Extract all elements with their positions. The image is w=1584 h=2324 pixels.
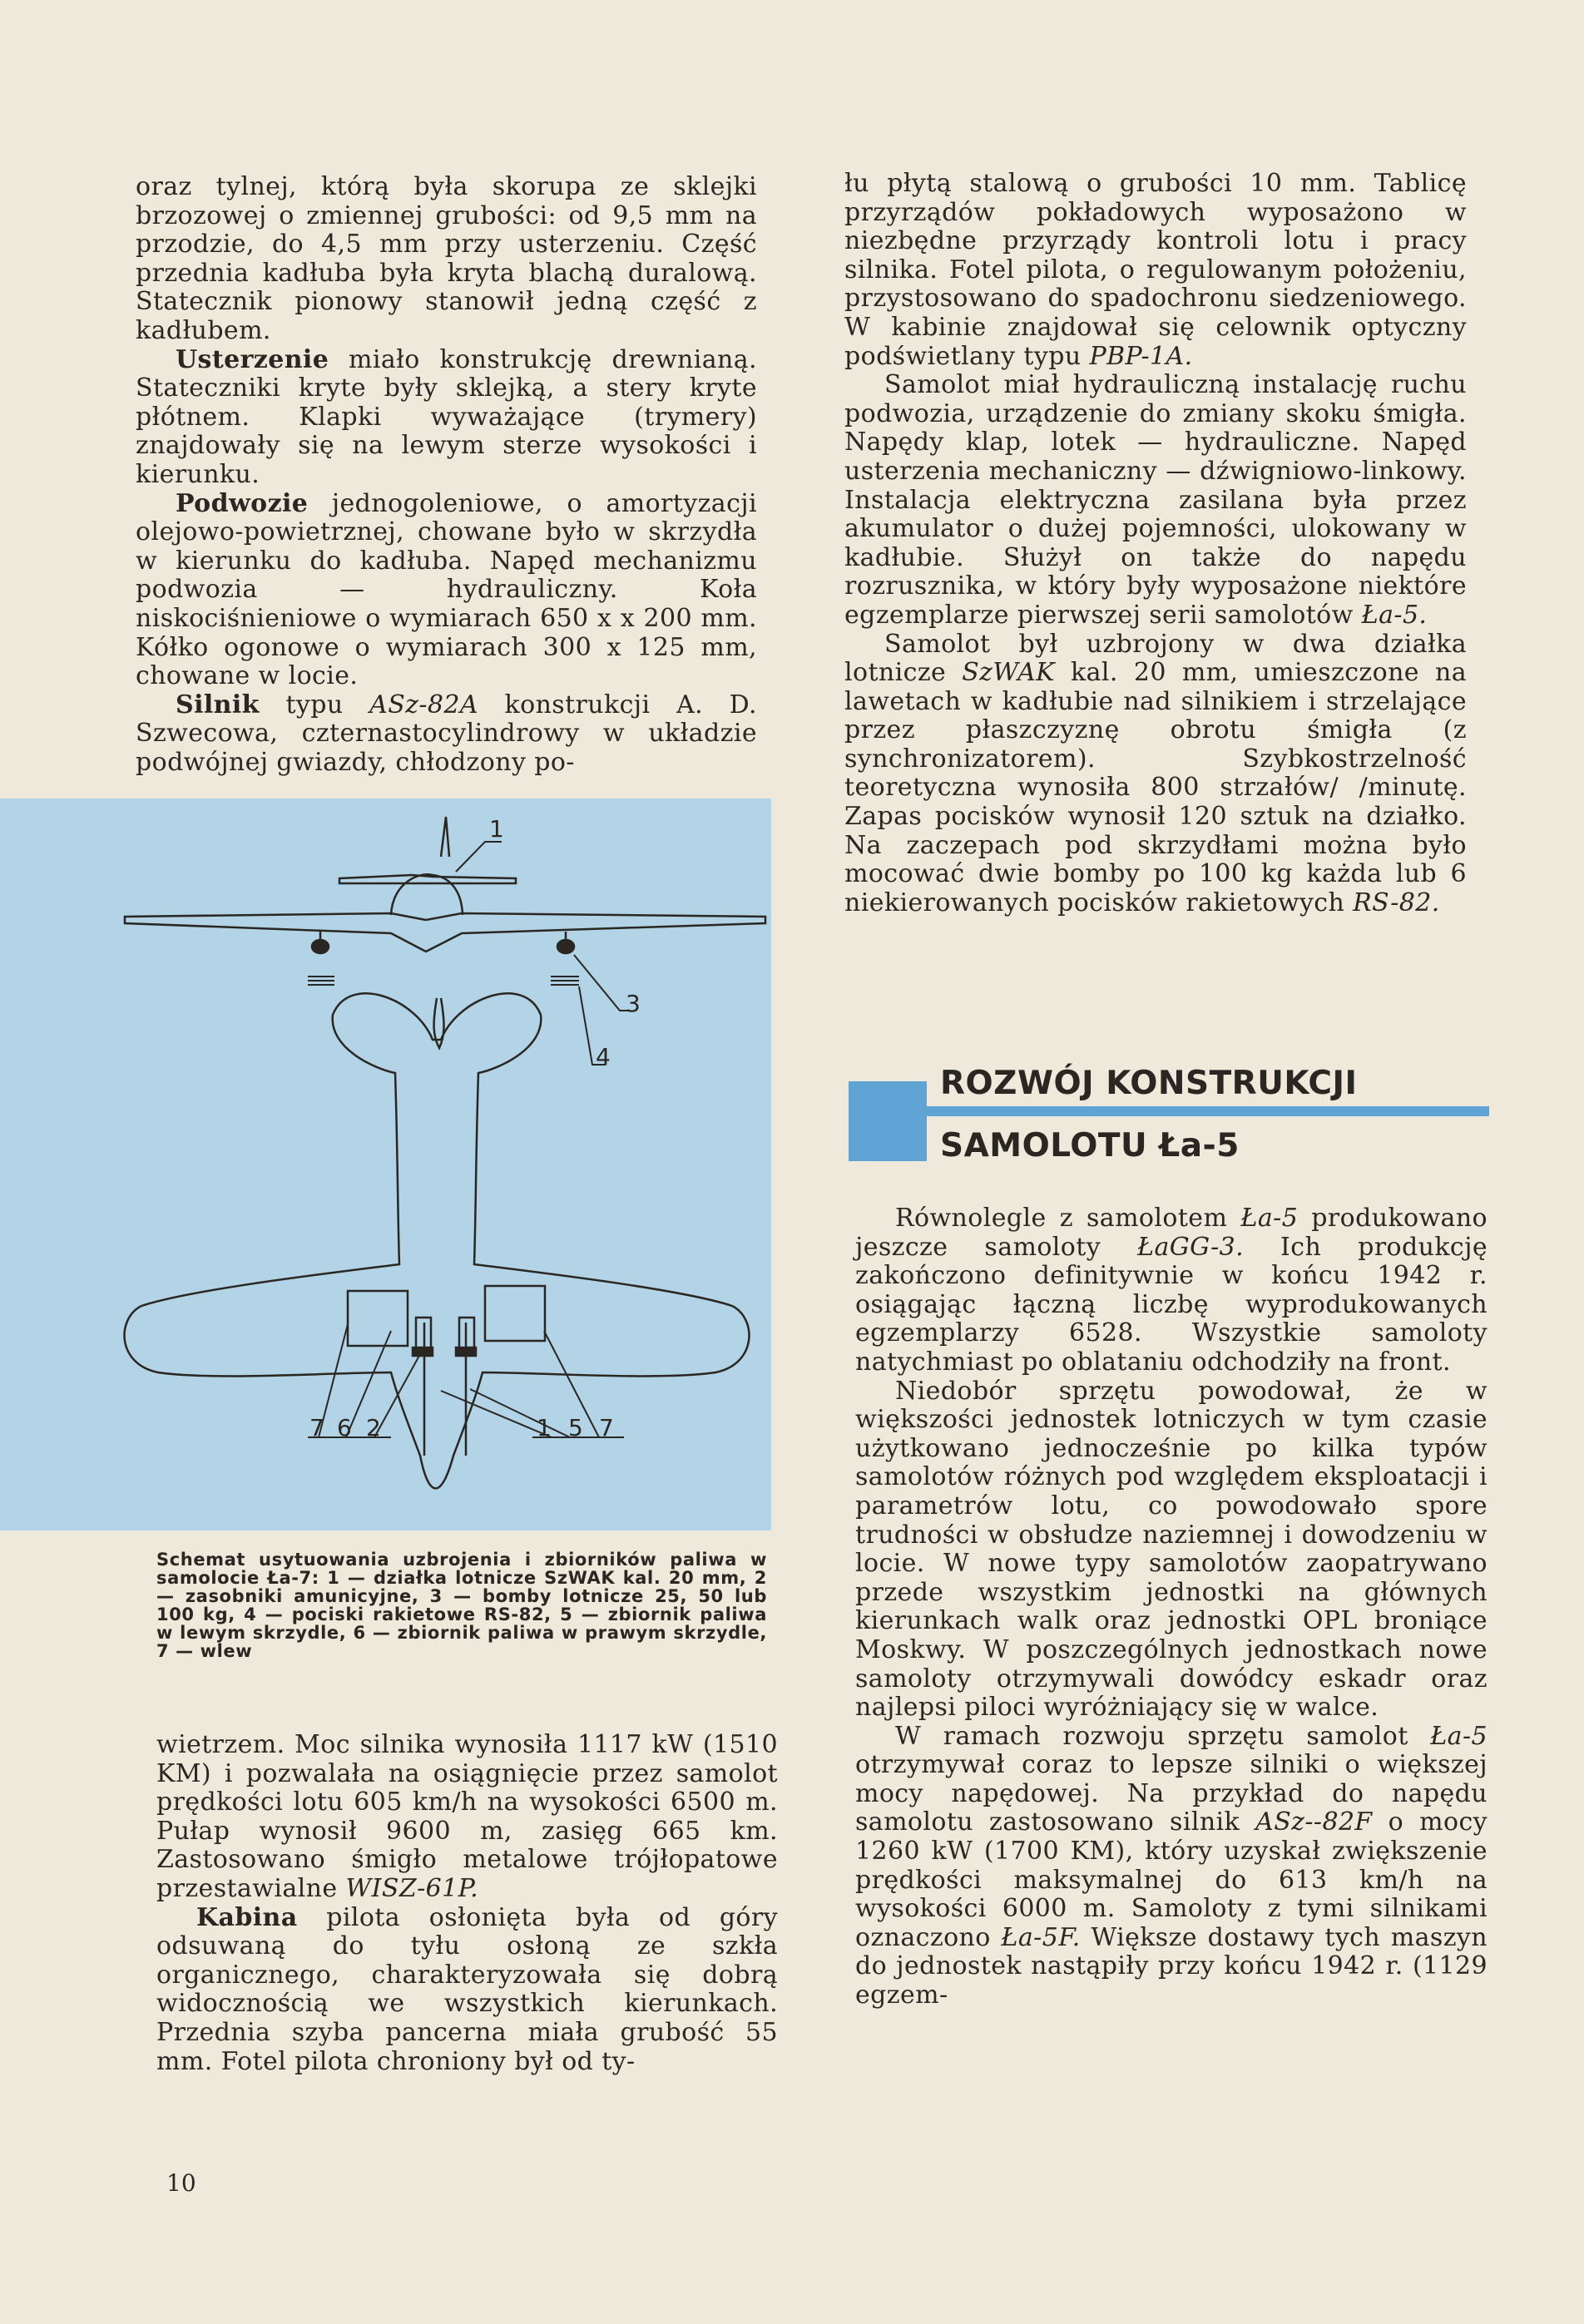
heading-accent-square — [849, 1081, 927, 1161]
run-in-heading: Kabina — [196, 1902, 298, 1932]
paragraph: łu płytą stalową o grubości 10 mm. Tablicę przyrządów pokładowych wyposażono w niezbędne przyrządy kontroli lotu i pracy silnika. Fotel pilota, o regulowanym położeniu, przystosowano do spadochronu siedzeniowego. W kabinie znajdował się celownik optyczny podświetlany typu PBP-1A. — [844, 169, 1467, 371]
page-number: 10 — [166, 2169, 196, 2197]
paragraph: oraz tylnej, którą była skorupa ze sklejki brzozowej o zmiennej grubości: od 9,5 mm na przodzie, do 4,5 mm przy usterzeniu. Część przednia kadłuba była kryta blachą duralową. Statecznik pionowy stanowił jedną część z kadłubem. — [136, 172, 757, 345]
paragraph: W ramach rozwoju sprzętu samolot Ła-5 otrzymywał coraz to lepsze silniki o większej mocy napędowej. Na przykład do napędu samolotu zastosowano silnik ASz--82F o mocy 1260 kW (1700 KM), który uzyskał zwiększenie prędkości maksymalnej do 613 km/h na wysokości 6000 m. Samoloty z tymi silnikami oznaczono Ła-5F. Większe dostawy tych maszyn do jednostek nastąpiły przy końcu 1942 r. (1129 egzem- — [855, 1721, 1487, 2010]
diagram-label: 6 — [337, 1414, 352, 1441]
run-in-heading: Usterzenie — [176, 344, 329, 374]
aircraft-schematic — [0, 799, 771, 1530]
heading-line-2: SAMOLOTU Ła-5 — [940, 1127, 1240, 1164]
fuel-tank-left — [485, 1286, 545, 1341]
diagram-label: 7 — [309, 1414, 324, 1441]
rocket-rack-left — [308, 977, 334, 985]
paragraph: Samolot był uzbrojony w dwa działka lotnicze SzWAK kal. 20 mm, umieszczone na lawetach w kadłubie nad silnikiem i strzelające przez płaszczyznę obrotu śmigła (z synchronizatorem). Szybkostrzelność teoretyczna wynosiła 800 strzałów/ /minutę. Zapas pocisków wynosił 120 sztuk na działko. Na zaczepach pod skrzydłami można było mocować dwie bomby po 100 kg każda lub 6 niekierowanych pocisków rakietowych RS-82. — [844, 629, 1467, 917]
paragraph: Silnik typu ASz-82A konstrukcji A. D. Szwecowa, czternastocylindrowy w układzie podwójnej gwiazdy, chłodzony po- — [136, 690, 757, 777]
rocket-rack-right — [551, 977, 579, 985]
diagram-label: 3 — [626, 990, 641, 1017]
left-column-bottom — [156, 1731, 778, 2076]
paragraph: Samolot miał hydrauliczną instalację ruchu podwozia, urządzenie do zmiany skoku śmigła. Napędy klap, lotek — hydrauliczne. Napęd usterzenia mechaniczny — dźwigniowo-linkowy. Instalacja elektryczna zasilana była przez akumulator o dużej pojemności, ulokowany w kadłubie. Służył on także do napędu rozrusznika, w który były wyposażone niektóre egzemplarze pierwszej serii samolotów Ła-5. — [844, 370, 1467, 630]
front-view-tailplane — [339, 875, 516, 883]
diagram-label: 5 — [568, 1414, 583, 1441]
fuel-tank-right — [348, 1291, 408, 1346]
heading-accent-bar — [927, 1106, 1489, 1116]
section-heading — [849, 1048, 1473, 1173]
bomb-left — [312, 932, 329, 953]
diagram-label: 1 — [489, 815, 504, 843]
diagram-label: 4 — [596, 1043, 611, 1071]
front-view-fin — [441, 817, 449, 857]
paragraph: Równolegle z samolotem Ła-5 produkowano jeszcze samoloty ŁaGG-3. Ich produkcję zakończono definitywnie w końcu 1942 r. osiągając łączną liczbę wyprodukowanych egzemplarzy 6528. Wszystkie samoloty natychmiast po oblataniu odchodziły na front. — [855, 1204, 1487, 1377]
run-in-heading: Silnik — [176, 690, 260, 719]
front-view-fuselage — [391, 874, 463, 915]
diagram-label: 2 — [366, 1414, 381, 1441]
front-view-wing — [125, 913, 765, 952]
run-in-heading: Podwozie — [176, 488, 309, 518]
right-column-bottom — [855, 1204, 1487, 2010]
paragraph: Podwozie jednogoleniowe, o amortyzacji olejowo-powietrznej, chowane było w skrzydła w kierunku do kadłuba. Napęd mechanizmu podwozia — hydrauliczny. Koła niskociśnieniowe o wymiarach 650 x x 200 mm. Kółko ogonowe o wymiarach 300 x 125 mm, chowane w locie. — [136, 488, 757, 691]
bomb-right — [557, 932, 574, 953]
paragraph: Niedobór sprzętu powodował, że w większości jednostek lotniczych w tym czasie użytkowano jednocześnie po kilka typów samolotów różnych pod względem eksploatacji i parametrów lotu, co powodowało spore trudności w obsłudze naziemnej i dowodzeniu w locie. W nowe typy samolotów zaopatrywano przede wszystkim jednostki na głównych kierunkach walk oraz jednostki OPL broniące Moskwy. W poszczególnych jednostkach nowe samoloty otrzymywali dowódcy eskadr oraz najlepsi piloci wyróżniający się w walce. — [855, 1376, 1487, 1723]
left-column-top — [136, 173, 757, 777]
paragraph: Kabina pilota osłonięta była od góry odsuwaną do tyłu osłoną ze szkła organicznego, charakteryzowała się dobrą widocznością we wszystkich kierunkach. Przednia szyba pancerna miała grubość 55 mm. Fotel pilota chroniony był od ty- — [156, 1902, 778, 2076]
plan-view-outline — [125, 993, 750, 1488]
diagram-label: 1 — [537, 1414, 552, 1441]
figure-caption: Schemat usytuowania uzbrojenia i zbiorników paliwa w samolocie Ła-7: 1 — działka lotnicze SzWAK kal. 20 mm, 2 — zasobniki amunicyjne, 3 — bomby lotnicze 25, 50 lub 100 kg, 4 — pociski rakietowe RS-82, 5 — zbiornik paliwa w lewym skrzydle, 6 — zbiornik paliwa w prawym skrzydle, 7 — wlew — [156, 1550, 767, 1661]
heading-line-1: ROZWÓJ KONSTRUKCJI — [940, 1065, 1358, 1102]
paragraph: wietrzem. Moc silnika wynosiła 1117 kW (1510 KM) i pozwalała na osiągnięcie przez samolot prędkości lotu 605 km/h na wysokości 6500 m. Pułap wynosił 9600 m, zasięg 665 km. Zastosowano śmigło metalowe trójłopatowe przestawialne WISZ-61P. — [156, 1730, 778, 1903]
paragraph: Usterzenie miało konstrukcję drewnianą. Stateczniki kryte były sklejką, a stery kryte płótnem. Klapki wyważające (trymery) znajdowały się na lewym sterze wysokości i kierunku. — [136, 344, 757, 489]
right-column-top — [844, 170, 1467, 917]
diagram-label: 7 — [599, 1414, 614, 1441]
